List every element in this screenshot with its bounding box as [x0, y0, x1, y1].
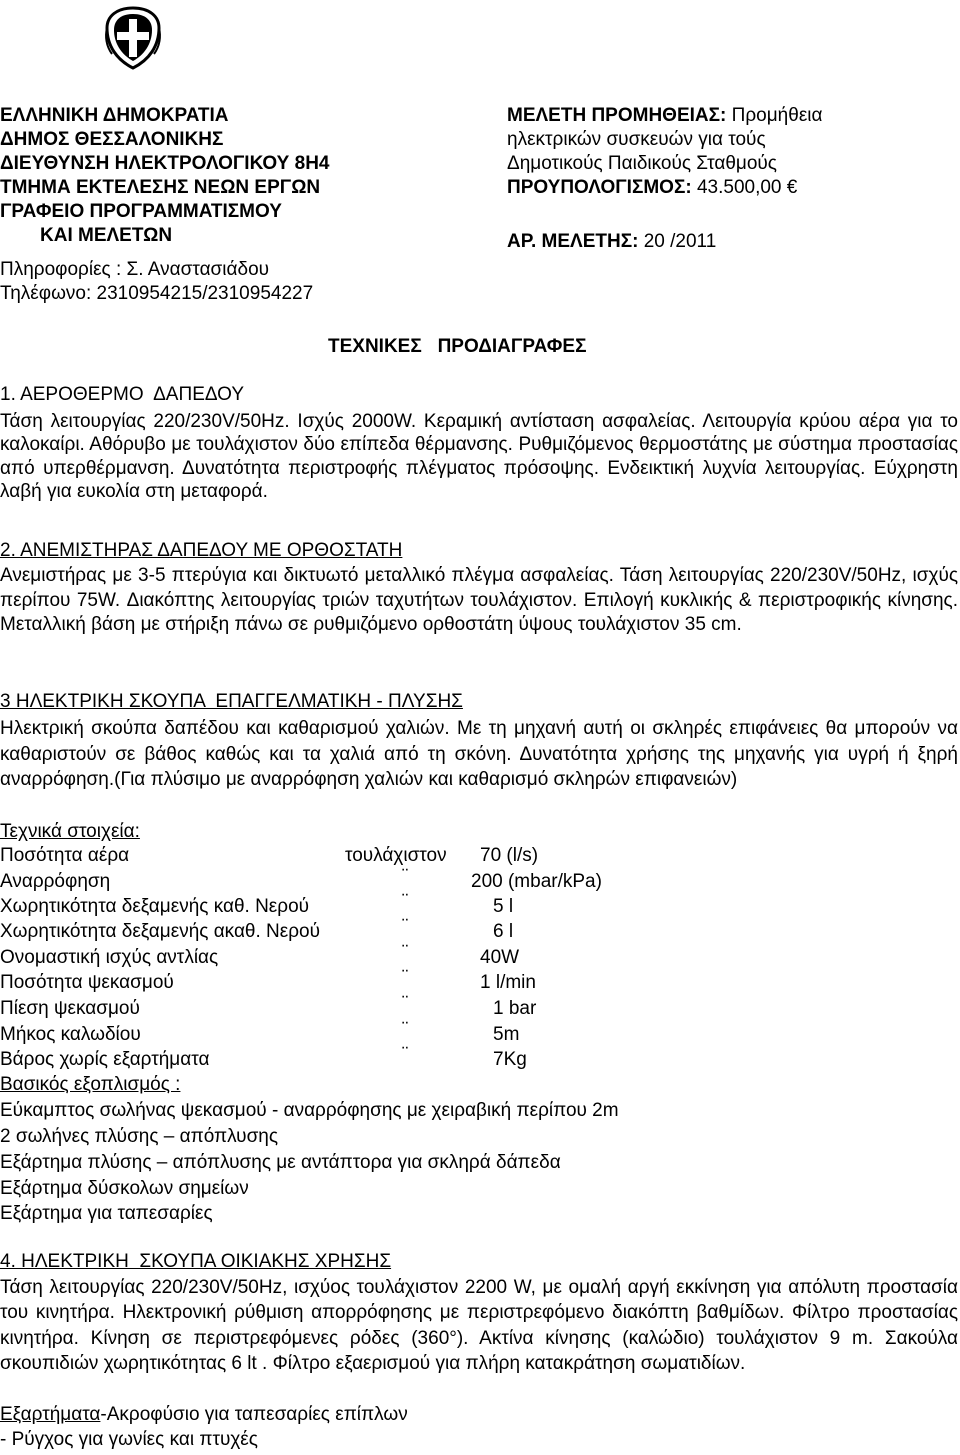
equipment-item: Εξάρτημα δύσκολων σημείων	[0, 1178, 249, 1199]
spec-mark: ¨	[402, 916, 409, 937]
header-line-1: ΕΛΛΗΝΙΚΗ ΔΗΜΟΚΡΑΤΙΑ	[0, 105, 229, 126]
info-phone: Τηλέφωνο: 2310954215/2310954227	[0, 283, 314, 304]
spec-value: 1 bar	[493, 998, 537, 1019]
spec-value: 40W	[480, 947, 520, 968]
spec-mark: ¨	[402, 967, 409, 988]
equipment-item: Εξάρτημα πλύσης – απόπλυσης με αντάπτορα για σκληρά δάπεδα	[0, 1152, 561, 1173]
spec-name: Μήκος καλωδίου	[0, 1024, 141, 1045]
spec-value: 200 (mbar/kPa)	[471, 871, 602, 892]
spec-name: Ποσότητα αέρα	[0, 845, 130, 866]
header-line-6: ΚΑΙ ΜΕΛΕΤΩΝ	[40, 225, 173, 246]
study-label: ΜΕΛΕΤΗ ΠΡΟΜΗΘΕΙΑΣ:	[507, 105, 727, 126]
equipment-item: 2 σωλήνες πλύσης – απόπλυσης	[0, 1126, 279, 1147]
spec-value: 5m	[493, 1024, 520, 1045]
spec-value: 7Kg	[493, 1049, 527, 1070]
section-4-heading: 4. ΗΛΕΚΤΡΙΚΗ ΣΚΟΥΠΑ ΟΙΚΙΑΚΗΣ ΧΡΗΣΗΣ	[0, 1251, 392, 1272]
spec-mark: ¨	[402, 866, 409, 887]
equipment-item: Εξάρτημα για ταπεσαρίες	[0, 1203, 213, 1224]
spec-value: 6 l	[493, 921, 514, 942]
section-4-body: Τάση λειτουργίας 220/230V/50Hz, ισχύος τουλάχιστον 2200 W, με ομαλή αργή εκκίνηση για απόλυτη προστασία του κινητήρα. Ηλεκτρονική ρύθμιση απορρόφησης με περιστρεφόμενο διακόπτη βαθμίδων. Φίλτρο προστασίας κινητήρα. Κίνηση σε περιστρεφόμενες ρόδες (360°). Ακτίνα κίνησης (καλώδιο) τουλάχιστον 9 m. Σακούλα σκουπιδιών χωρητικότητας 6 lt . Φίλτρο εξαερισμού για πλήρη κατακράτηση σωματιδίων.	[0, 1277, 958, 1375]
spec-mark: ¨	[402, 993, 409, 1014]
spec-mark: ¨	[402, 1044, 409, 1065]
accessories-text: -Ακροφύσιο για ταπεσαρίες επίπλων	[100, 1404, 408, 1425]
spec-mark: ¨	[402, 942, 409, 963]
study-number-value: 20 /2011	[643, 231, 717, 252]
spec-name: Αναρρόφηση	[0, 871, 111, 892]
header-line-4: ΤΜΗΜΑ ΕΚΤΕΛΕΣΗΣ ΝΕΩΝ ΕΡΓΩΝ	[0, 177, 321, 198]
budget	[507, 176, 797, 200]
equipment-label: Βασικός εξοπλισμός :	[0, 1074, 181, 1095]
specs-label: Τεχνικά στοιχεία:	[0, 821, 140, 842]
spec-mark: ¨	[402, 891, 409, 912]
greek-emblem	[103, 6, 163, 70]
section-1-body: Τάση λειτουργίας 220/230V/50Hz. Ισχύς 2000W. Κεραμική αντίσταση ασφαλείας. Λειτουργία κρύου αέρα για το καλοκαίρι. Αθόρυβο με τουλάχιστον δύο επίπεδα θέρμανσης. Ρυθμιζόμενος θερμοστάτης με σύστημα προστασίας από υπερθέρμανση. Δυνατότητα περιστροφής πλέγματος πρόσοψης. Ενδεικτική λυχνία λειτουργίας. Εύχρηστη λαβή για ευκολία στη μεταφορά.	[0, 411, 958, 502]
spec-name: Ποσότητα ψεκασμού	[0, 972, 174, 993]
spec-value: 5 l	[493, 896, 514, 917]
header-line-2: ΔΗΜΟΣ ΘΕΣΣΑΛΟΝΙΚΗΣ	[0, 129, 224, 150]
spec-name: Βάρος χωρίς εξαρτήματα	[0, 1049, 210, 1070]
spec-name: Χωρητικότητα δεξαμενής ακαθ. Νερού	[0, 921, 321, 942]
spec-name: Πίεση ψεκασμού	[0, 998, 140, 1019]
study-number-label: ΑΡ. ΜΕΛΕΤΗΣ:	[507, 231, 639, 252]
section-2-heading: 2. ΑΝΕΜΙΣΤΗΡΑΣ ΔΑΠΕΔΟΥ ΜΕ ΟΡΘΟΣΤΑΤΗ	[0, 540, 403, 561]
section-1-heading: 1. ΑΕΡΟΘΕΡΜΟ ΔΑΠΕΔΟΥ	[0, 384, 245, 405]
spec-name: Χωρητικότητα δεξαμενής καθ. Νερού	[0, 896, 310, 917]
spec-name: Ονομαστική ισχύς αντλίας	[0, 947, 219, 968]
accessories-item: - Ρύγχος για γωνίες και πτυχές	[0, 1429, 258, 1450]
info-contact: Πληροφορίες : Σ. Αναστασιάδου	[0, 259, 270, 280]
study-line-3: Δημοτικούς Παιδικούς Σταθμούς	[507, 153, 777, 174]
spec-value: 70 (l/s)	[480, 845, 539, 866]
budget-label: ΠΡΟΥΠΟΛΟΓΙΣΜΟΣ:	[507, 177, 692, 198]
study-line-2: ηλεκτρικών συσκευών για τούς	[507, 129, 766, 150]
study-number	[507, 230, 716, 254]
equipment-item: Εύκαμπτος σωλήνας ψεκασμού - αναρρόφησης με χειραβική περίπου 2m	[0, 1100, 619, 1121]
header-line-5: ΓΡΑΦΕΙΟ ΠΡΟΓΡΑΜΜΑΤΙΣΜΟΥ	[0, 201, 282, 222]
study-line-1: Προμήθεια	[731, 105, 823, 126]
section-3-heading: 3 ΗΛΕΚΤΡΙΚΗ ΣΚΟΥΠΑ ΕΠΑΓΓΕΛΜΑΤΙΚΗ - ΠΛΥΣΗΣ	[0, 691, 463, 712]
spec-value: 1 l/min	[480, 972, 536, 993]
doc-title: ΤΕΧΝΙΚΕΣ ΠΡΟΔΙΑΓΡΑΦΕΣ	[328, 336, 587, 357]
spec-mark: ¨	[402, 1019, 409, 1040]
section-3-body: Ηλεκτρική σκούπα δαπέδου και καθαρισμού χαλιών. Με τη μηχανή αυτή οι σκληρές επιφάνειες θα μπορούν να καθαριστούν σε βάθος καθώς και τα χαλιά από τη σκόνη. Δυνατότητα χρήσης της μηχανής για υγρή ή ξηρή αναρρόφηση.(Για πλύσιμο με αναρρόφηση χαλιών και καθαρισμό σκληρών επιφανειών)	[0, 718, 958, 790]
spec-mark: τουλάχιστον	[345, 845, 447, 866]
accessories-label: Εξαρτήματα	[0, 1404, 101, 1425]
accessories-line	[0, 1403, 408, 1426]
header-line-3: ΔΙΕΥΘΥΝΣΗ ΗΛΕΚΤΡΟΛΟΓΙΚΟΥ 8Η4	[0, 153, 330, 174]
spec-row	[0, 845, 129, 867]
budget-value: 43.500,00 €	[696, 177, 798, 198]
study-block	[507, 104, 823, 128]
section-2-body: Ανεμιστήρας με 3-5 πτερύγια και δικτυωτό μεταλλικό πλέγμα ασφαλείας. Τάση λειτουργίας 220/230V/50Hz, ισχύς περίπου 75W. Διακόπτης λειτουργίας τριών ταχυτήτων τουλάχιστον. Επιλογή κυκλικής & περιστροφικής κίνησης. Μεταλλική βάση με στήριξη πάνω σε ρυθμιζόμενο ορθοστάτη ύψους τουλάχιστον 35 cm.	[0, 565, 958, 635]
